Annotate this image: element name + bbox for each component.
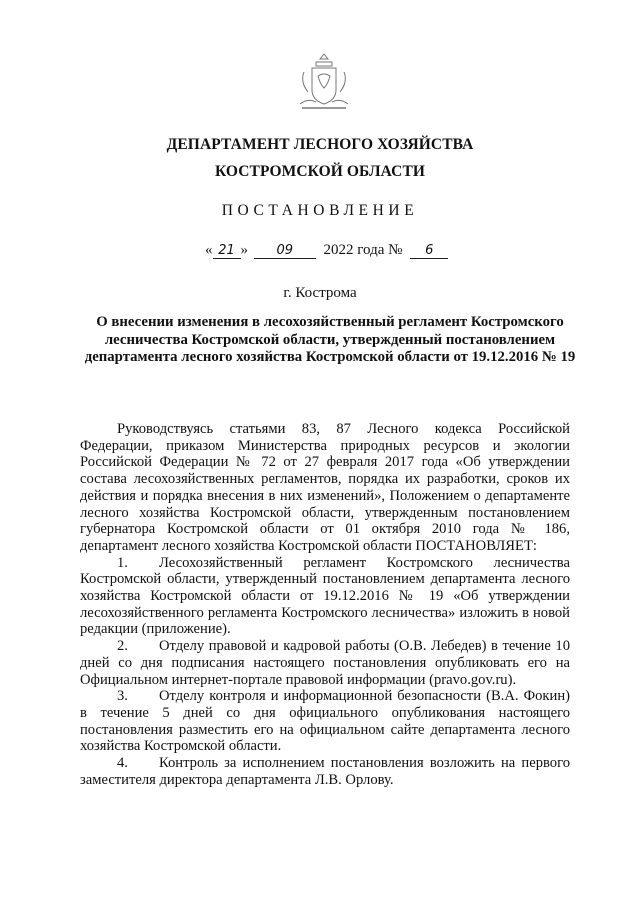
city: г. Кострома (283, 285, 357, 301)
org-name-line1: ДЕПАРТАМЕНТ ЛЕСНОГО ХОЗЯЙСТВА (166, 136, 474, 153)
close-quote: » (240, 242, 248, 258)
item-text: Лесохозяйственный регламент Костромского лесничества Костромской области, утвержденный постановлением департамента лесного хозяйства Костромской области от 19.12.2016 № 19 «Об утверждении лесохозяйственного регламента Костромского лесничества» изложить в новой редакции (приложение). (80, 554, 570, 638)
document-subject: О внесении изменения в лесохозяйственный регламент Костромского лесничества Костромской области, утвержденный постановлением департамента лесного хозяйства Костромской области от 19.12.2016 № 19 (84, 314, 576, 365)
document-type: ПОСТАНОВЛЕНИЕ (221, 202, 419, 219)
item-text: Отделу правовой и кадровой работы (О.В. Лебедев) в течение 10 дней со дня подписания настоящего постановления опубликовать его на Официальном интернет-портале правовой информации (pravo.gov.ru). (80, 638, 570, 688)
item-text: Контроль за исполнением постановления возложить на первого заместителя директора департамента Л.В. Орлову. (80, 755, 570, 788)
document-number: 6 (410, 243, 448, 259)
coat-of-arms-icon (294, 50, 354, 114)
date-line (205, 242, 495, 266)
item-1 (80, 555, 570, 639)
document-body (80, 421, 570, 788)
open-quote: « (205, 242, 213, 258)
org-name-line2: КОСТРОМСКОЙ ОБЛАСТИ (214, 163, 426, 180)
date-month: 09 (254, 243, 316, 259)
preamble: Руководствуясь статьями 83, 87 Лесного кодекса Российской Федерации, приказом Министерства природных ресурсов и экологии Российской Федерации № 72 от 27 февраля 2017 года «Об утверждении состава лесохозяйственных регламентов, порядка их разработки, сроков их действия и порядка внесения в них изменений», Положением о департаменте лесного хозяйства Костромской области, утвержденным постановлением губернатора Костромской области от 01 октября 2010 года № 186, департамент лесного хозяйства Костромской области ПОСТАНОВЛЯЕТ: (80, 421, 570, 554)
item-text: Отделу контроля и информационной безопасности (В.А. Фокин) в течение 5 дней со дня официального опубликования настоящего постановления разместить его на официальном сайте департамента лесного хозяйства Костромской области. (80, 688, 570, 755)
date-day: 21 (213, 243, 241, 259)
item-number: 3. (117, 688, 128, 705)
item-number: 1. (117, 554, 128, 571)
item-3 (80, 688, 570, 755)
item-number: 4. (117, 755, 128, 772)
item-2 (80, 638, 570, 688)
item-number: 2. (117, 638, 128, 655)
date-year-text: 2022 года № (323, 242, 403, 258)
item-4 (80, 755, 570, 788)
